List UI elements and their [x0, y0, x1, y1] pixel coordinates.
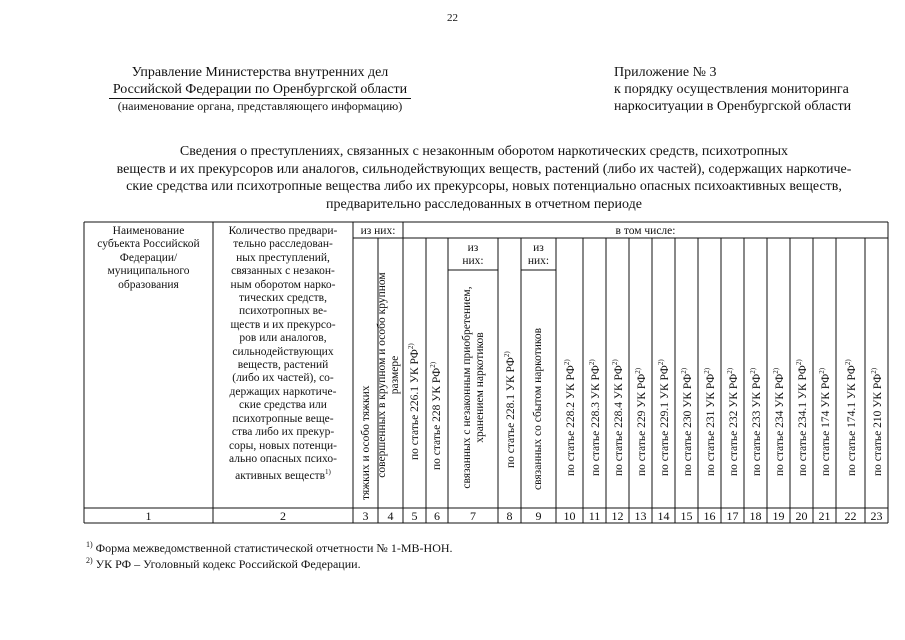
- footnote-1: [86, 540, 453, 556]
- article-label: по статье 234 УК РФ: [773, 373, 786, 476]
- appendix-line1: Приложение № 3: [614, 65, 717, 80]
- title-line: Сведения о преступлениях, связанных с незаконным оборотом наркотических средств, психотропных: [179, 144, 789, 159]
- article-sup: 2): [587, 359, 596, 366]
- column-number: 14: [657, 509, 670, 523]
- header-article-228-4: [611, 359, 625, 476]
- footnote-2-text: УК РФ – Уголовный кодекс Российской Федерации.: [92, 557, 361, 571]
- title-line: предварительно расследованных в отчетном периоде: [326, 196, 642, 212]
- article-sup: 2): [610, 359, 619, 366]
- header-article-174: [818, 368, 832, 476]
- article-label: по статье 229 УК РФ: [635, 373, 648, 476]
- article-sup: 2): [771, 367, 780, 374]
- column-number: 8: [506, 509, 513, 523]
- column-number: 21: [818, 509, 831, 523]
- article-label: по статье 231 УК РФ: [704, 373, 717, 476]
- article-sup: 2): [679, 367, 688, 374]
- column-number: 3: [362, 509, 369, 523]
- header-article-228-3: [588, 359, 602, 476]
- column-number: 2: [280, 509, 286, 523]
- header-large-scale: совершенных в крупном и особо крупном размере: [376, 272, 401, 478]
- column-number: 15: [680, 509, 693, 523]
- column-number: 22: [844, 509, 857, 523]
- column-number: 1: [145, 509, 152, 523]
- header-art-228-1-sup: 2): [503, 351, 511, 358]
- header-art-226-1-sup: 2): [407, 343, 415, 350]
- header-art-226-1-text: по статье 226.1 УК РФ: [408, 349, 421, 460]
- header-article-233: [749, 368, 763, 476]
- header-art-228-1-text: по статье 228.1 УК РФ: [504, 357, 517, 468]
- header-article-210: [870, 368, 884, 476]
- column-number: 10: [563, 509, 576, 523]
- header-drug-sale: связанных со сбытом наркотиков: [532, 327, 544, 490]
- article-label: по статье 174 УК РФ: [819, 373, 832, 476]
- article-sup: 2): [817, 367, 826, 374]
- article-sup: 2): [794, 359, 803, 366]
- column-number: 11: [588, 509, 601, 523]
- header-including: в том числе:: [615, 225, 676, 237]
- article-label: по статье 230 УК РФ: [681, 373, 694, 476]
- header-article-232: [726, 368, 740, 476]
- header-art-226-1: [407, 343, 421, 460]
- article-label: по статье 228.4 УК РФ: [612, 365, 625, 476]
- article-label: по статье 228.2 УК РФ: [564, 365, 577, 476]
- header-art-228-1: [503, 351, 517, 468]
- article-sup: 2): [725, 367, 734, 374]
- title-line: веществ и их прекурсоров или аналогов, сильнодействующих веществ, растений (либо их частей), содержащих наркотиче-: [116, 161, 852, 177]
- article-label: по статье 174.1 УК РФ: [845, 365, 858, 476]
- article-label: по статье 233 УК РФ: [750, 373, 763, 476]
- column-number: 23: [870, 509, 883, 523]
- article-label: по статье 234.1 УК РФ: [796, 365, 809, 476]
- column-number: 19: [772, 509, 785, 523]
- column-number: 5: [411, 509, 418, 523]
- header-crime-count: [215, 225, 351, 484]
- column-number: 12: [611, 509, 624, 523]
- header-crime-count-sup: 1): [325, 468, 331, 477]
- article-sup: 2): [702, 367, 711, 374]
- column-number: 20: [795, 509, 808, 523]
- header-art-228: [429, 362, 443, 470]
- header-subject-name: Наименование субъекта Российской Федерации/ муниципального образования: [97, 225, 200, 291]
- header-grave-crimes: тяжких и особо тяжких: [360, 385, 372, 500]
- header-of-them: из них:: [360, 225, 396, 237]
- header-article-174-1: [844, 359, 858, 476]
- header-of-them-col7: из них:: [462, 242, 484, 267]
- header-article-234: [772, 368, 786, 476]
- appendix-line2: к порядку осуществления мониторинга: [614, 82, 849, 97]
- column-number: 13: [634, 509, 647, 523]
- footnote-1-marker: 1): [86, 540, 93, 549]
- article-sup: 2): [748, 367, 757, 374]
- column-number: 16: [703, 509, 716, 523]
- header-article-229-1: [657, 359, 671, 476]
- header-art-228-text: по статье 228 УК РФ: [430, 367, 443, 470]
- header-article-228-2: [563, 359, 577, 476]
- article-label: по статье 228.3 УК РФ: [589, 365, 602, 476]
- header-article-234-1: [795, 359, 809, 476]
- footnote-2: [86, 556, 361, 572]
- article-sup: 2): [656, 359, 665, 366]
- appendix-line3: наркоситуации в Оренбургской области: [614, 99, 852, 114]
- column-number: 4: [387, 509, 394, 523]
- header-crime-count-text: Количество предвари- тельно расследован- ных преступлений, связанных с незакон- ным оборотом нарко- тических средств, психотропных ве- ществ и их прекурсо- ров или аналогов, сильнодействующих веществ, растений (либо их частей), со- держащих наркотиче- ские средства или психотропные веще- ства либо их прекур- соры, новых потенци- ально опасных психо- активных веществ: [228, 225, 338, 483]
- header-of-them-col9: из них:: [527, 242, 550, 267]
- header-acquisition-storage: связанных с незаконным приобретением, хранением наркотиков: [461, 286, 486, 489]
- article-sup: 2): [869, 367, 878, 374]
- header-article-231: [703, 368, 717, 476]
- issuing-body-caption: (наименование органа, представляющего информацию): [117, 99, 403, 113]
- article-label: по статье 229.1 УК РФ: [658, 365, 671, 476]
- page-number: 22: [447, 12, 458, 24]
- issuing-body-line1: Управление Министерства внутренних дел: [131, 65, 389, 80]
- column-number: 17: [726, 509, 739, 523]
- footnote-1-text: Форма межведомственной статистической отчетности № 1-МВ-НОН.: [92, 541, 453, 555]
- footnote-2-marker: 2): [86, 556, 93, 565]
- title-line: ские средства или психотропные вещества либо их прекурсоры, новых потенциально опасных психоактивных веществ,: [126, 179, 842, 194]
- column-number: 18: [749, 509, 762, 523]
- header-article-229: [634, 368, 648, 476]
- article-sup: 2): [843, 359, 852, 366]
- column-number: 9: [535, 509, 542, 523]
- header-art-228-sup: 2): [429, 361, 437, 368]
- article-sup: 2): [633, 367, 642, 374]
- header-article-230: [680, 368, 694, 476]
- issuing-body-line2: Российской Федерации по Оренбургской области: [109, 81, 411, 99]
- column-number: 6: [434, 509, 440, 523]
- article-sup: 2): [562, 359, 571, 366]
- column-number: 7: [470, 509, 476, 523]
- article-label: по статье 232 УК РФ: [727, 373, 740, 476]
- article-label: по статье 210 УК РФ: [871, 373, 884, 476]
